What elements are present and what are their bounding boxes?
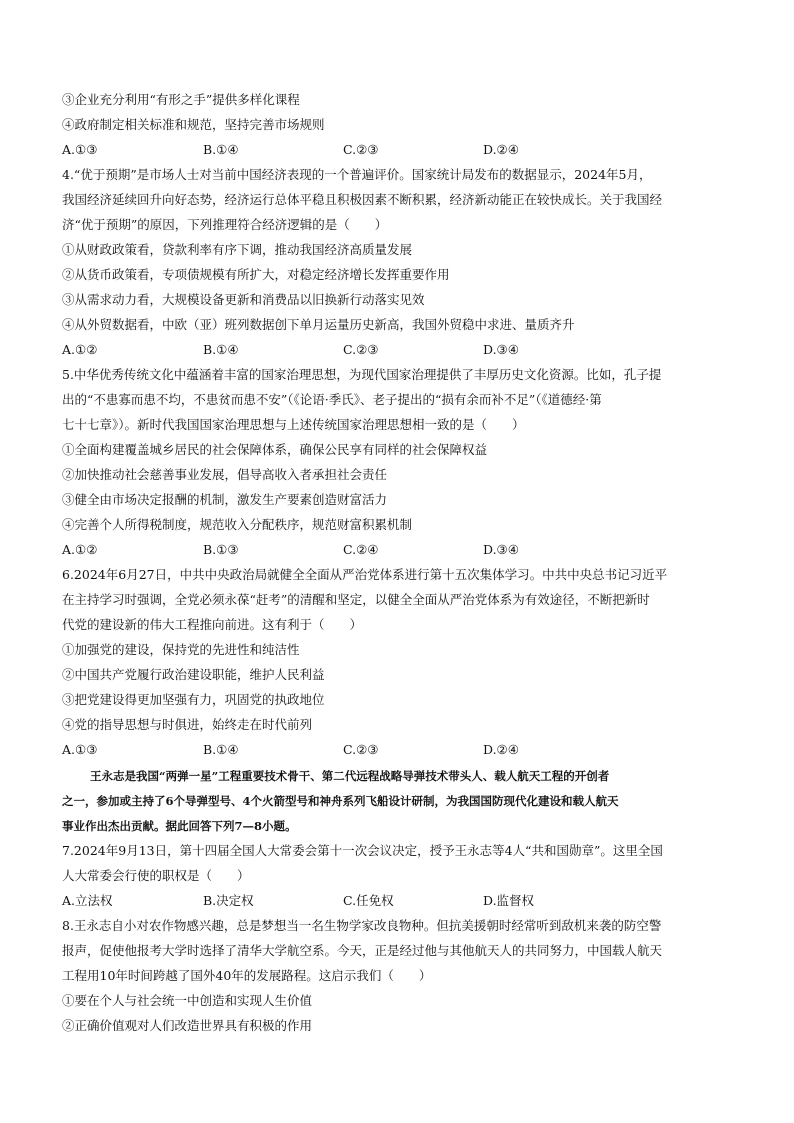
intro-line-2: 之一，参加或主持了6个导弹型号、4个火箭型号和神舟系列飞船设计研制，为我国国防现代化建设和载人航天 bbox=[62, 794, 619, 808]
q6-stem-line-2: 在主持学习时强调，全党必须永葆“赶考”的清醒和坚定，以健全全面从严治党体系为有效途径，不断把新时 bbox=[62, 592, 650, 607]
q4-statement-4: ④从外贸数据看，中欧（亚）班列数据创下单月运量历史新高，我国外贸稳中求进、量质齐升 bbox=[62, 317, 575, 332]
q5-statement-3: ③健全由市场决定报酬的机制，激发生产要素创造财富活力 bbox=[62, 492, 388, 507]
q3-statement-4: ④政府制定相关标准和规范，坚持完善市场规则 bbox=[62, 117, 325, 132]
q6-statement-3: ③把党建设得更加坚强有力，巩固党的执政地位 bbox=[62, 692, 325, 707]
q4-options bbox=[62, 338, 734, 362]
q7-stem-line-1: 7.2024年9月13日，第十四届全国人大常委会第十一次会议决定，授予王永志等4人“共和国勋章”。这里全国 bbox=[62, 843, 663, 858]
q4-option-c: C.②③ bbox=[343, 342, 379, 357]
q6-option-b: B.①④ bbox=[203, 742, 239, 757]
q7-option-c: C.任免权 bbox=[343, 893, 394, 908]
q4-option-b: B.①④ bbox=[203, 342, 239, 357]
q5-stem-line-3: 七十七章》）。新时代我国国家治理思想与上述传统国家治理思想相一致的是（ ） bbox=[62, 417, 525, 432]
q3-option-b: B.①④ bbox=[203, 142, 239, 157]
q6-options bbox=[62, 738, 734, 762]
q5-statement-4: ④完善个人所得税制度，规范收入分配秩序，规范财富积累机制 bbox=[62, 517, 413, 532]
q5-statement-1: ①全面构建覆盖城乡居民的社会保障体系，确保公民享有同样的社会保障权益 bbox=[62, 442, 488, 457]
q4-option-d: D.③④ bbox=[483, 342, 519, 357]
q5-statement-2: ②加快推动社会慈善事业发展，倡导高收入者承担社会责任 bbox=[62, 467, 388, 482]
q3-option-c: C.②③ bbox=[343, 142, 379, 157]
q7-option-d: D.监督权 bbox=[483, 893, 535, 908]
q3-statement-3: ③企业充分利用“有形之手”提供多样化课程 bbox=[62, 92, 300, 107]
q7-stem-line-2: 人大常委会行使的职权是（ ） bbox=[62, 868, 250, 883]
q5-stem-line-1: 5.中华优秀传统文化中蕴涵着丰富的国家治理思想，为现代国家治理提供了丰厚历史文化资源。比如，孔子提 bbox=[62, 367, 662, 382]
q5-stem-line-2: 出的“不患寡而患不均，不患贫而患不安”（《论语·季氏》、老子提出的“损有余而补不足”（《道德经·第 bbox=[62, 392, 602, 407]
q8-statement-1: ①要在个人与社会统一中创造和实现人生价值 bbox=[62, 993, 313, 1008]
q8-stem-line-3: 工程用10年时间跨越了国外40年的发展路程。这启示我们（ ） bbox=[62, 968, 432, 983]
q4-statement-3: ③从需求动力看，大规模设备更新和消费品以旧换新行动落实见效 bbox=[62, 292, 425, 307]
q6-stem-line-3: 代党的建设新的伟大工程推向前进。这有利于（ ） bbox=[62, 617, 363, 632]
q8-stem-line-1: 8.王永志自小对农作物感兴趣，总是梦想当一名生物学家改良物种。但抗美援朝时经常听到敌机来袭的防空警 bbox=[62, 918, 662, 933]
q6-statement-2: ②中国共产党履行政治建设职能，维护人民利益 bbox=[62, 667, 325, 682]
q6-option-c: C.②③ bbox=[343, 742, 379, 757]
q4-stem-line-3: 济“优于预期”的原因，下列推理符合经济逻辑的是（ ） bbox=[62, 217, 388, 232]
intro-line-1: 王永志是我国“两弹一星”工程重要技术骨干、第二代远程战略导弹技术带头人、载人航天工程的开创者 bbox=[90, 769, 610, 783]
q8-stem-line-2: 报声，促使他报考大学时选择了清华大学航空系。今天，正是经过他与其他航天人的共同努力，中国载人航天 bbox=[62, 943, 663, 958]
q7-option-a: A.立法权 bbox=[62, 893, 113, 908]
q5-option-b: B.①③ bbox=[203, 542, 239, 557]
q7-option-b: B.决定权 bbox=[203, 893, 254, 908]
intro-line-3: 事业作出杰出贡献。据此回答下列7—8小题。 bbox=[62, 819, 297, 833]
q5-option-d: D.③④ bbox=[483, 542, 519, 557]
q4-statement-1: ①从财政政策看，贷款利率有序下调，推动我国经济高质量发展 bbox=[62, 242, 413, 257]
q5-option-c: C.②④ bbox=[343, 542, 379, 557]
q6-option-a: A.①③ bbox=[62, 742, 98, 757]
q6-option-d: D.②④ bbox=[483, 742, 519, 757]
q6-stem-line-1: 6.2024年6月27日，中共中央政治局就健全全面从严治党体系进行第十五次集体学习。中共中央总书记习近平 bbox=[62, 567, 668, 582]
q6-statement-4: ④党的指导思想与时俱进，始终走在时代前列 bbox=[62, 717, 313, 732]
q5-options bbox=[62, 538, 734, 562]
q3-option-d: D.②④ bbox=[483, 142, 519, 157]
q4-statement-2: ②从货币政策看，专项债规模有所扩大，对稳定经济增长发挥重要作用 bbox=[62, 267, 450, 282]
q3-options bbox=[62, 138, 734, 162]
q8-statement-2: ②正确价值观对人们改造世界具有积极的作用 bbox=[62, 1018, 313, 1033]
q4-stem-line-2: 我国经济延续回升向好态势，经济运行总体平稳且积极因素不断积累，经济新动能正在较快成长。关于我国经 bbox=[62, 192, 663, 207]
q7-options bbox=[62, 889, 734, 913]
q4-option-a: A.①② bbox=[62, 342, 98, 357]
q6-statement-1: ①加强党的建设，保持党的先进性和纯洁性 bbox=[62, 642, 300, 657]
q4-stem-line-1: 4.“优于预期”是市场人士对当前中国经济表现的一个普遍评价。国家统计局发布的数据显示，2024年5月， bbox=[62, 167, 652, 182]
q5-option-a: A.①② bbox=[62, 542, 98, 557]
q3-option-a: A.①③ bbox=[62, 142, 98, 157]
